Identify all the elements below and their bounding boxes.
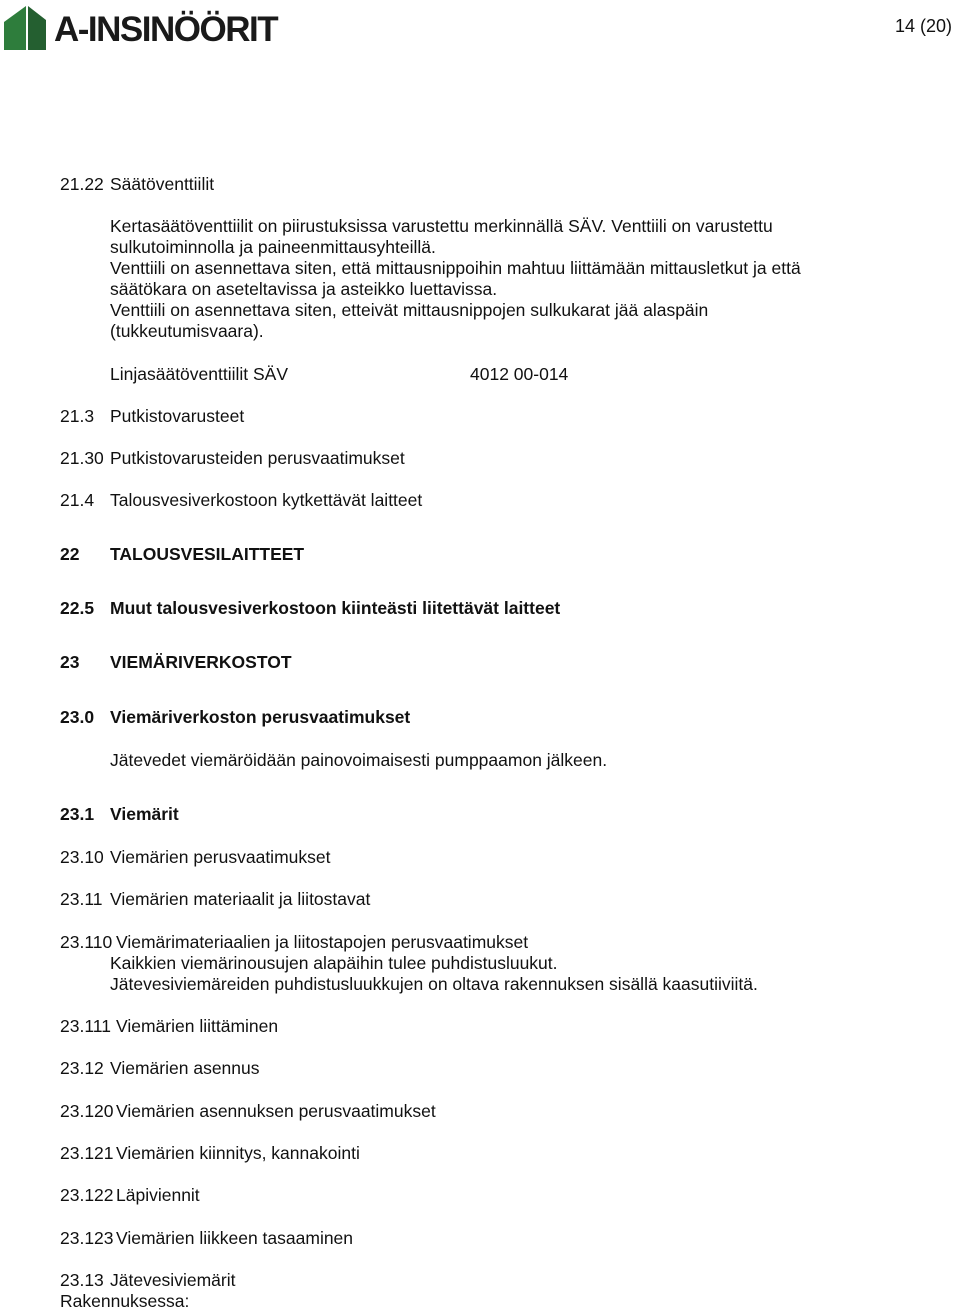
- section-title: Viemärien perusvaatimukset: [110, 847, 331, 867]
- section-title: Viemärien kiinnitys, kannakointi: [116, 1143, 360, 1163]
- section-number: 21.3: [60, 406, 95, 426]
- section-title: Viemäriverkoston perusvaatimukset: [110, 707, 411, 727]
- paragraph-line: (tukkeutumisvaara).: [110, 321, 264, 341]
- section-title: Putkistovarusteiden perusvaatimukset: [110, 448, 405, 468]
- section-title: Viemärimateriaalien ja liitostapojen perusvaatimukset: [116, 932, 529, 952]
- section-title: Viemärit: [110, 804, 179, 824]
- chapter-number: 22: [60, 544, 80, 564]
- section-title: Viemärien liittäminen: [116, 1016, 279, 1036]
- section-title: Putkistovarusteet: [110, 406, 245, 426]
- paragraph-line: Jätevesiviemäreiden puhdistusluukkujen on oltava rakennuksen sisällä kaasutiiviitä.: [110, 974, 758, 994]
- section-number: 23.12: [60, 1058, 104, 1078]
- section-number: 22.5: [60, 598, 95, 618]
- section-number: 23.122: [60, 1185, 114, 1205]
- logo-text: A-INSINÖÖRIT: [54, 10, 278, 49]
- section-title: Talousvesiverkostoon kytkettävät laitteet: [110, 490, 423, 510]
- chapter-title: TALOUSVESILAITTEET: [110, 544, 305, 564]
- section-title: Viemärien materiaalit ja liitostavat: [110, 889, 371, 909]
- section-title: Muut talousvesiverkostoon kiinteästi liitettävät laitteet: [110, 598, 561, 618]
- section-number: 23.13: [60, 1270, 104, 1290]
- section-number: 21.30: [60, 448, 104, 468]
- paragraph-line: Venttiili on asennettava siten, etteivät mittausnippojen sulkukarat jää alaspäin: [110, 300, 709, 320]
- page-number: 14 (20): [894, 16, 952, 36]
- paragraph-line: Jätevedet viemäröidään painovoimaisesti pumppaamon jälkeen.: [110, 750, 608, 770]
- section-title: Jätevesiviemärit: [110, 1270, 236, 1290]
- paragraph-line: sulkutoiminnolla ja paineenmittausyhteillä.: [110, 237, 436, 257]
- section-title: Säätöventtiilit: [110, 174, 215, 194]
- section-number: 23.0: [60, 707, 95, 727]
- logo-mark-icon: [4, 6, 48, 50]
- section-title: Läpiviennit: [116, 1185, 200, 1205]
- section-number: 23.123: [60, 1228, 114, 1248]
- section-title: Viemärien liikkeen tasaaminen: [116, 1228, 354, 1248]
- section-number: 23.110: [60, 932, 113, 952]
- paragraph-line: Kertasäätöventtiilit on piirustuksissa varustettu merkinnällä SÄV. Venttiili on varustettu: [110, 216, 773, 236]
- product-code: 4012 00-014: [470, 364, 569, 384]
- section-title: Viemärien asennuksen perusvaatimukset: [116, 1101, 436, 1121]
- subheading: Rakennuksessa:: [60, 1291, 190, 1311]
- section-title: Viemärien asennus: [110, 1058, 260, 1078]
- paragraph-line: Venttiili on asennettava siten, että mittausnippoihin mahtuu liittämään mittausletkut ja että: [110, 258, 801, 278]
- section-number: 23.1: [60, 804, 95, 824]
- chapter-number: 23: [60, 652, 80, 672]
- section-number: 21.4: [60, 490, 95, 510]
- section-number: 23.111: [60, 1016, 111, 1036]
- paragraph-line: säätökara on aseteltavissa ja asteikko luettavissa.: [110, 279, 498, 299]
- chapter-title: VIEMÄRIVERKOSTOT: [110, 652, 292, 672]
- section-number: 23.120: [60, 1101, 114, 1121]
- paragraph-line: Kaikkien viemärinousujen alapäihin tulee puhdistusluukut.: [110, 953, 558, 973]
- company-logo: [4, 4, 294, 50]
- product-name: Linjasäätöventtiilit SÄV: [110, 364, 289, 384]
- section-number: 23.11: [60, 889, 103, 909]
- section-number: 23.10: [60, 847, 104, 867]
- section-number: 21.22: [60, 174, 104, 194]
- section-number: 23.121: [60, 1143, 114, 1163]
